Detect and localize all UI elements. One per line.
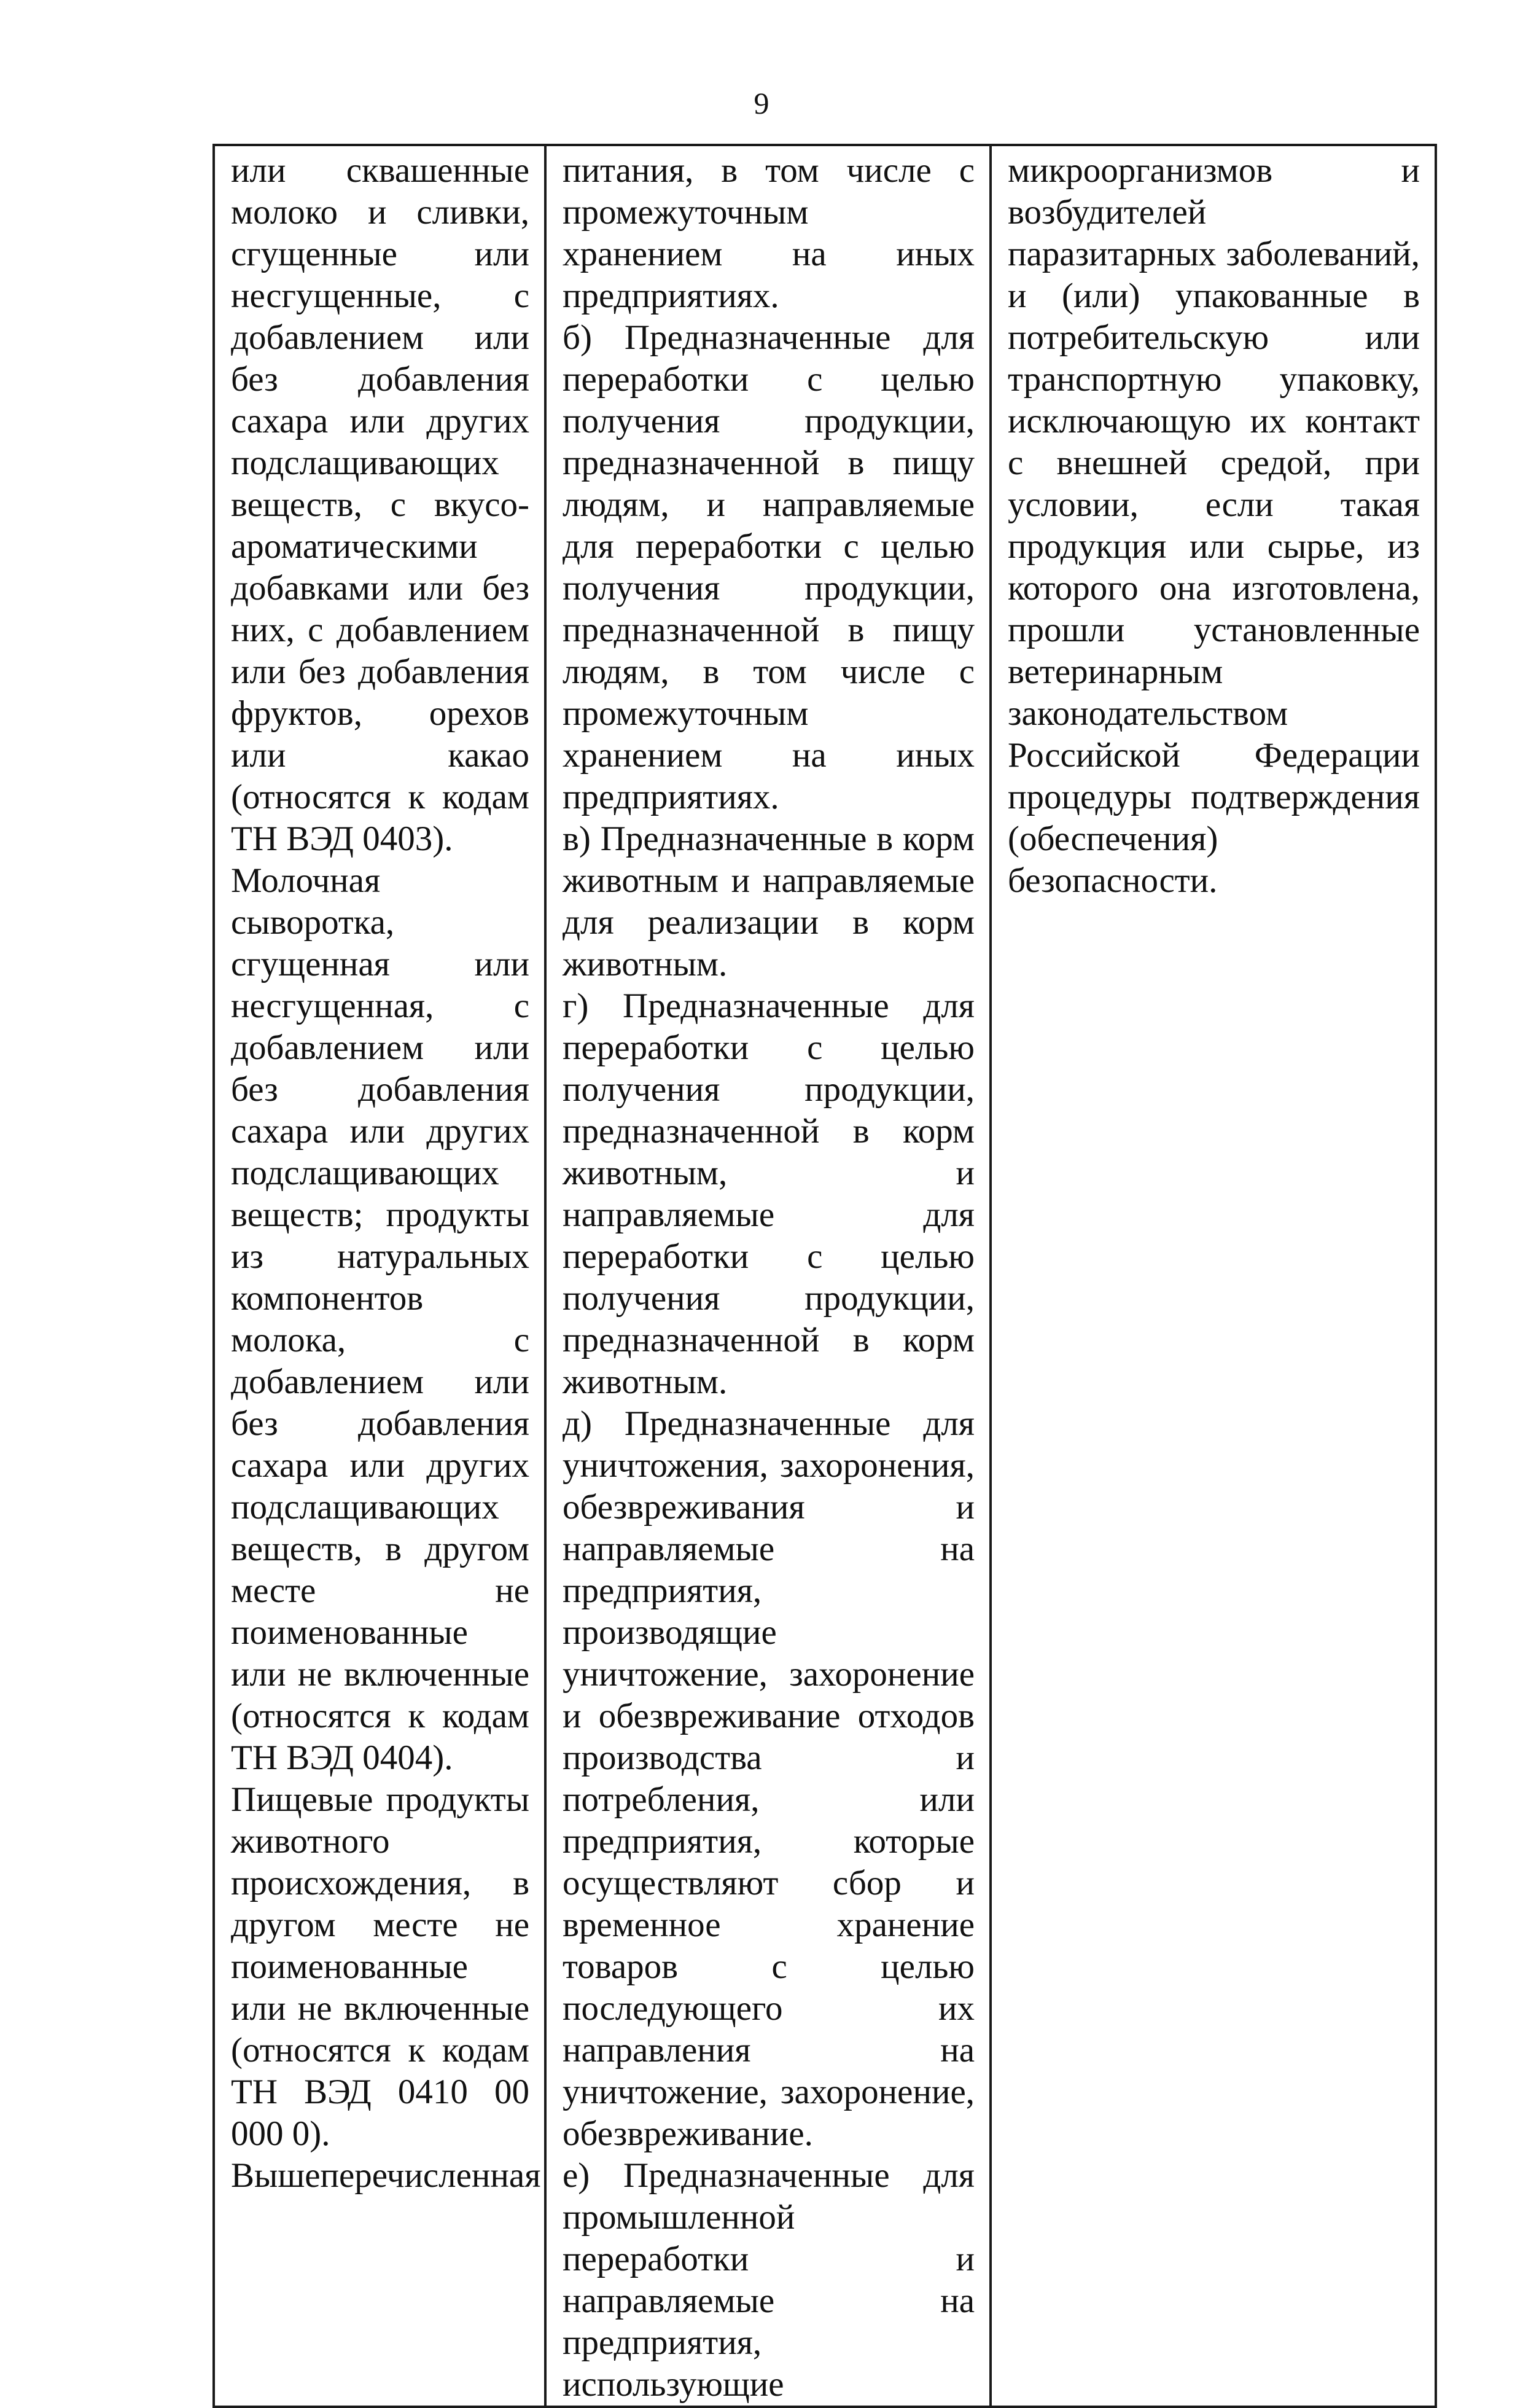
- conditions-text: [1008, 150, 1420, 902]
- paragraph: Молочная сыворотка, сгущенная или несгущенная, с добавлением или без добавления сахара или других подслащивающих веществ; продукты из натуральных компонентов молока, с добавлением или без добавления сахара или других подслащивающих веществ, в другом месте не поименованные или не включенные (относятся к кодам ТН ВЭД 0404).: [231, 861, 529, 1777]
- regulation-table: [212, 144, 1437, 2408]
- paragraph: в) Предназначенные в корм животным и направляемые для реализации в корм животным.: [563, 819, 975, 983]
- paragraph: или сквашенные молоко и сливки, сгущенные или несгущенные, с добавлением или без добавления сахара или других подслащивающих веществ, с вкусо-ароматическими добавками или без них, с добавлением или без добавления фруктов, орехов или какао (относятся к кодам ТН ВЭД 0403).: [231, 151, 529, 858]
- paragraph: микроорганизмов и возбудителей паразитарных заболеваний, и (или) упакованные в потребительскую или транспортную упаковку, исключающую их контакт с внешней средой, при условии, если такая продукция или сырье, из которого она изготовлена, прошли установленные ветеринарным законодательством Российской Федерации процедуры подтверждения (обеспечения) безопасности.: [1008, 151, 1420, 900]
- product-description-text: [231, 150, 541, 2197]
- paragraph: е) Предназначенные для промышленной переработки и направляемые на предприятия, использующие: [563, 2156, 975, 2404]
- purpose-text: [563, 150, 975, 2406]
- paragraph: б) Предназначенные для переработки с целью получения продукции, предназначенной в пищу людям, и направляемые для переработки с целью получения продукции, предназначенной в пищу людям, в том числе с промежуточным хранением на иных предприятиях.: [563, 318, 975, 816]
- paragraph: Вышеперечисленная: [231, 2156, 541, 2195]
- product-description-cell: [214, 145, 545, 2407]
- paragraph: Пищевые продукты животного происхождения, в другом месте не поименованные или не включенные (относятся к кодам ТН ВЭД 0410 00 000 0).: [231, 1780, 529, 2153]
- conditions-cell: [991, 145, 1436, 2407]
- table-row: [214, 145, 1436, 2407]
- paragraph: питания, в том числе с промежуточным хранением на иных предприятиях.: [563, 151, 975, 315]
- page-number: 9: [754, 86, 769, 120]
- paragraph: г) Предназначенные для переработки с целью получения продукции, предназначенной в корм животным, и направляемые для переработки с целью получения продукции, предназначенной в корм животным.: [563, 987, 975, 1401]
- purpose-cell: [545, 145, 991, 2407]
- paragraph: д) Предназначенные для уничтожения, захоронения, обезвреживания и направляемые на предприятия, производящие уничтожение, захоронение и обезвреживание отходов производства и потребления, или предприятия, которые осуществляют сбор и временное хранение товаров с целью последующего их направления на уничтожение, захоронение, обезвреживание.: [563, 1404, 975, 2153]
